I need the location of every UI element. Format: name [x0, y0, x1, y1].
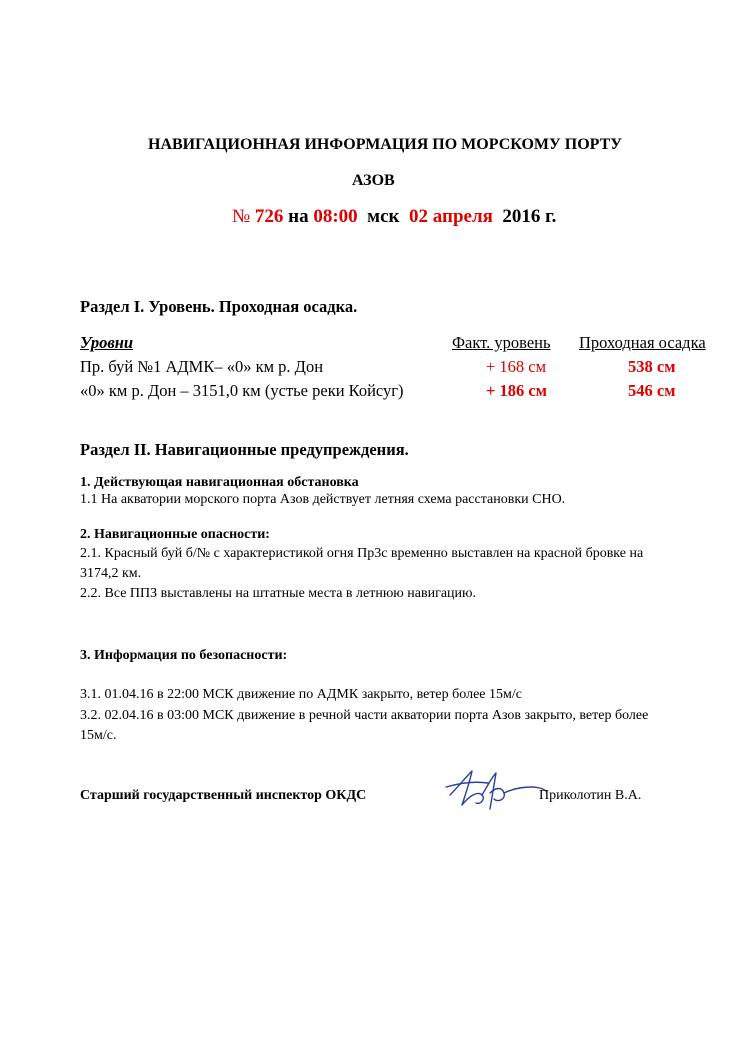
- subsection2-item1-line1: 2.1. Красный буй б/№ с характеристикой огня Пр3с временно выставлен на красной бровке на: [80, 546, 644, 561]
- timezone: мск: [367, 206, 400, 227]
- section1-heading: Раздел I. Уровень. Проходная осадка.: [80, 297, 358, 316]
- inspector-position: Старший государственный инспектор ОКДС: [80, 788, 367, 803]
- port-name: АЗОВ: [352, 172, 395, 189]
- document-title: НАВИГАЦИОННАЯ ИНФОРМАЦИЯ ПО МОРСКОМУ ПОРТУ: [148, 136, 623, 153]
- at-word: на: [288, 206, 309, 227]
- section2-heading: Раздел II. Навигационные предупреждения.: [80, 440, 409, 459]
- subsection1-heading: 1. Действующая навигационная обстановка: [80, 475, 359, 490]
- subsection1-item: 1.1 На акватории морского порта Азов действует летняя схема расстановки СНО.: [80, 492, 566, 507]
- report-header: [232, 206, 556, 228]
- report-year: 2016 г.: [502, 206, 557, 227]
- level-row-draft: 538 см: [628, 357, 676, 376]
- level-row-fact: + 186 см: [486, 381, 547, 400]
- levels-column-header: Уровни: [80, 333, 134, 352]
- level-row-fact: + 168 см: [486, 357, 547, 376]
- draft-column-header: Проходная осадка: [579, 333, 706, 352]
- subsection2-heading: 2. Навигационные опасности:: [80, 527, 270, 542]
- report-date: 02 апреля: [409, 206, 493, 227]
- subsection3-heading: 3. Информация по безопасности:: [80, 648, 288, 663]
- subsection2-item2: 2.2. Все ППЗ выставлены на штатные места в летнюю навигацию.: [80, 586, 476, 601]
- subsection3-item2-line1: 3.2. 02.04.16 в 03:00 МСК движение в речной части акватории порта Азов закрыто, ветер более: [80, 708, 649, 723]
- subsection3-item1: 3.1. 01.04.16 в 22:00 МСК движение по АДМК закрыто, ветер более 15м/с: [80, 687, 522, 702]
- fact-level-column-header: Факт. уровень: [452, 333, 551, 352]
- level-row-name: Пр. буй №1 АДМК– «0» км р. Дон: [80, 357, 324, 376]
- report-time: 08:00: [313, 206, 358, 227]
- level-row-name: «0» км р. Дон – 3151,0 км (устье реки Койсуг): [80, 381, 404, 400]
- number-prefix: №: [232, 206, 251, 227]
- subsection3-item2-line2: 15м/с.: [80, 728, 117, 743]
- signature-image: [440, 765, 550, 820]
- inspector-name: Приколотин В.А.: [539, 788, 642, 803]
- report-number: 726: [254, 206, 284, 227]
- level-row-draft: 546 см: [628, 381, 676, 400]
- subsection2-item1-line2: 3174,2 км.: [80, 566, 142, 581]
